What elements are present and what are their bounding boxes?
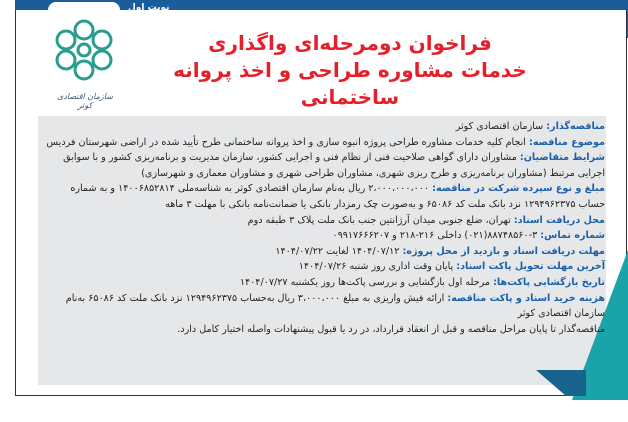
item-text: مناقصه‌گذار تا پایان مراحل مناقصه و قبل از انعقاد قرارداد، در رد یا قبول پیشنهادات واصله اختیار کامل دارد. — [177, 323, 605, 335]
logo-text: سازمان اقتصادی کوثر — [57, 92, 113, 110]
item-label: مهلت دریافت اسناد و بازدید از محل پروژه: — [402, 245, 605, 257]
item-label: مناقصه‌گذار: — [546, 121, 605, 132]
round-label: نوبت اول — [128, 3, 170, 13]
item-label: مبلغ و نوع سپرده شرکت در مناقصه: — [432, 183, 605, 195]
item-label: موضوع مناقصه: — [529, 136, 605, 148]
item-text: ۱۴۰۴/۰۷/۱۲ لغایت ۱۴۰۴/۰۷/۲۲ — [275, 245, 403, 257]
item-text: مشاوران دارای گواهی صلاحیت فنی از نظام فنی و اجرایی کشور، سازمان مدیریت و برنامه‌ریزی کشور و با سوابق اجرایی مرتبط (مشاوران برنامه‌ریزی و طرح ریزی شهری، مشاوران طراحی شهری و مشاوران معماری و شهرسازی) — [63, 152, 605, 179]
title-line-1: فراخوان دومرحله‌ای واگذاری — [208, 31, 492, 55]
item-disclaimer — [44, 322, 605, 338]
item-opening-date — [44, 275, 605, 291]
item-text: ۲،۰۰۰،۰۰۰،۰۰۰ ریال به‌نام سازمان اقتصادی کوثر به شناسه‌ملی ۱۴۰۰۶۸۵۲۸۱۴ و به شماره حساب ۱۲۹۴۹۶۲۳۷۵ نزد بانک ملت کد ۶۵۰۸۶ و به‌صورت چک رمزدار بانکی یا ضمانت‌نامه بانکی با مهلت ۳ ماهه — [70, 183, 605, 210]
item-text: مرحله اول بازگشایی و بررسی پاکت‌ها روز یکشنبه ۱۴۰۴/۰۷/۲۷ — [239, 276, 494, 288]
item-fee — [44, 291, 605, 322]
item-label: شرایط متقاضیان: — [519, 152, 605, 164]
item-contact — [44, 228, 605, 244]
notice-title — [140, 30, 560, 111]
item-text: انجام کلیه خدمات مشاوره طراحی پروژه انبوه سازی و اخذ پروانه ساختمانی طرح تأیید شده در اراضی شهرستان فردیس — [46, 136, 530, 148]
item-text: پایان وقت اداری روز شنبه ۱۴۰۴/۰۷/۲۶ — [298, 261, 457, 273]
item-subject — [44, 135, 605, 151]
item-label: هزینه خرید اسناد و پاکت مناقصه: — [447, 292, 605, 304]
item-requirements — [44, 150, 605, 181]
item-organizer — [44, 119, 605, 135]
item-submission-deadline — [44, 259, 605, 275]
item-text: تهران، ضلع جنوبی میدان آرژانتین جنب بانک ملت پلاک ۳ طبقه دوم — [247, 214, 514, 226]
item-document-deadline — [44, 244, 605, 260]
item-text: ۳-۸۸۷۴۸۵۶۰(۰۲۱) داخلی ۲۱۶-۲۱۸ و ۰۹۹۱۷۶۶۶۲۰۷ — [332, 230, 541, 242]
item-text: سازمان اقتصادی کوثر — [455, 121, 547, 132]
item-label: محل دریافت اسناد: — [513, 214, 605, 226]
notice-body — [44, 119, 605, 337]
item-text: ارائه فیش واریزی به مبلغ ۳،۰۰۰،۰۰۰ ریال به‌حساب ۱۲۹۴۹۶۲۳۷۵ نزد بانک ملت کد ۶۵۰۸۶ به‌نام سازمان اقتصادی کوثر — [65, 292, 605, 320]
title-line-2: خدمات مشاوره طراحی و اخذ پروانه ساختمانی — [173, 58, 527, 109]
item-label: شماره تماس: — [540, 230, 605, 242]
item-deposit — [44, 181, 605, 212]
organization-logo-icon — [52, 12, 116, 92]
item-location — [44, 213, 605, 229]
item-label: آخرین مهلت تحویل پاکت اسناد: — [456, 261, 605, 273]
item-label: تاریخ بازگشایی پاکت‌ها: — [493, 276, 605, 288]
